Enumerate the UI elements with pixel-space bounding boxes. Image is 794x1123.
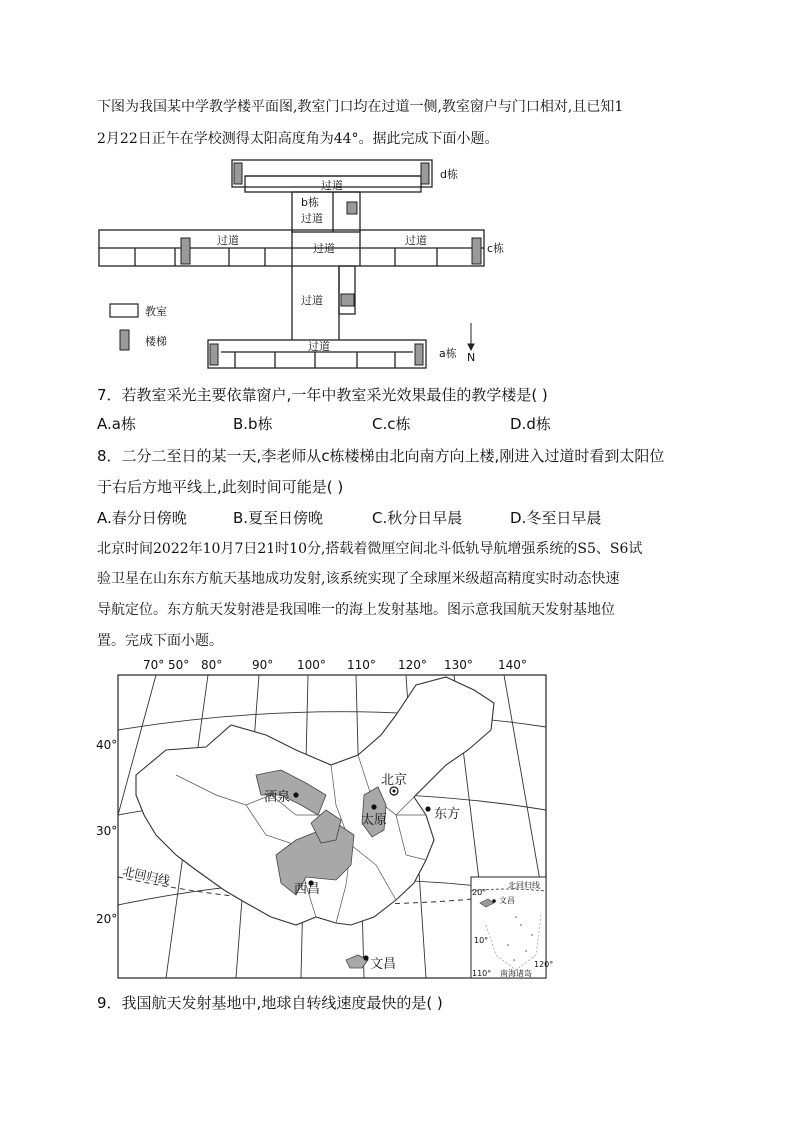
legend-stairs-swatch (120, 330, 129, 350)
stairs-b (347, 202, 357, 214)
q7-option-d[interactable]: D.d栋 (510, 415, 551, 433)
q7-option-a[interactable]: A.a栋 (97, 415, 136, 433)
legend-stairs-label: 楼梯 (145, 335, 167, 348)
label-corridor-b: 过道 (301, 212, 323, 225)
q8-option-d[interactable]: D.冬至日早晨 (510, 509, 602, 527)
q8-stem-line1: 8．二分二至日的某一天,李老师从c栋楼梯由北向南方向上楼,刚进入过道时看到太阳位 (97, 447, 665, 465)
stairs-a-left (210, 344, 218, 365)
site-wenchang-marker (363, 955, 368, 960)
label-corridor-right: 过道 (405, 234, 427, 247)
q9-stem: 9．我国航天发射基地中,地球自转线速度最快的是( ) (97, 994, 443, 1012)
label-corridor-a: 过道 (308, 340, 330, 353)
intro2-line4: 置。完成下面小题。 (97, 633, 223, 649)
label-b-building: b栋 (301, 196, 319, 209)
intro1-line1: 下图为我国某中学教学楼平面图,教室门口均在过道一侧,教室窗户与门口相对,且已知1 (97, 99, 624, 115)
lon-label-90: 90° (252, 658, 274, 672)
lon-label-50: 50° (168, 658, 190, 672)
site-dongfang-marker (425, 806, 430, 811)
south-china-sea-inset (471, 877, 553, 978)
stairs-d-left (234, 163, 242, 184)
inset-wenchang: 文昌 (499, 896, 515, 905)
stairs-d-right (421, 163, 429, 184)
label-corridor-top: 过道 (321, 179, 343, 192)
inset-lon120: 120° (534, 960, 554, 969)
stairs-lower (341, 294, 354, 306)
inset-lat20: 20° (472, 888, 487, 897)
label-jiuquan: 酒泉 (264, 790, 291, 805)
lat-label-30: 30° (96, 824, 118, 838)
q8-stem-line2: 于右后方地平线上,此刻时间可能是( ) (97, 478, 344, 496)
intro2-line3: 导航定位。东方航天发射港是我国唯一的海上发射基地。图示意我国航天发射基地位 (97, 602, 615, 618)
q7-option-b[interactable]: B.b栋 (233, 415, 273, 433)
label-d-building: d栋 (440, 168, 458, 181)
label-xichang: 西昌 (294, 882, 321, 897)
classroom-dividers-left (135, 248, 437, 266)
intro2-line1: 北京时间2022年10月7日21时10分,搭载着微厘空间北斗低轨导航增强系统的S5、S6试 (97, 541, 643, 557)
lat-label-20: 20° (96, 912, 118, 926)
stairs-c (472, 238, 481, 264)
intro1-line2: 2月22日正午在学校测得太阳高度角为44°。据此完成下面小题。 (97, 131, 499, 147)
label-wenchang: 文昌 (370, 957, 397, 972)
label-a-building: a栋 (439, 347, 457, 360)
label-corridor-center: 过道 (313, 242, 335, 255)
q8-option-b[interactable]: B.夏至日傍晚 (233, 509, 324, 527)
site-taiyuan-marker (371, 804, 376, 809)
label-dongfang: 东方 (434, 807, 461, 822)
intro2-line2: 验卫星在山东东方航天基地成功发射,该系统实现了全球厘米级超高精度实时动态快速 (97, 571, 620, 587)
legend-classroom-label: 教室 (145, 305, 167, 318)
site-jiuquan-marker (293, 792, 298, 797)
q8-option-a[interactable]: A.春分日傍晚 (97, 509, 187, 527)
north-label: N (467, 351, 476, 364)
inset-lon110: 110° (472, 969, 492, 978)
label-c-building: c栋 (487, 242, 505, 255)
china-map-figure (96, 655, 556, 983)
lon-label-120: 120° (398, 658, 427, 672)
lat-label-40: 40° (96, 738, 118, 752)
lon-label-70: 70° (143, 658, 165, 672)
inset-lat10: 10° (474, 936, 489, 945)
lon-label-100: 100° (297, 658, 326, 672)
label-taiyuan: 太原 (361, 813, 388, 828)
north-arrow-icon (468, 323, 474, 350)
label-beijing: 北京 (381, 773, 408, 788)
lon-label-80: 80° (201, 658, 223, 672)
legend-classroom-swatch (110, 304, 138, 317)
q8-option-c[interactable]: C.秋分日早晨 (372, 509, 463, 527)
stairs-a-right (415, 344, 423, 365)
tropic-label: 北回归线 (121, 864, 172, 888)
inset-tropic: 北回归线 (508, 881, 540, 890)
q7-stem: 7．若教室采光主要依靠窗户,一年中教室采光效果最佳的教学楼是( ) (97, 386, 548, 404)
lon-label-140: 140° (498, 658, 527, 672)
stairs-mid-left (181, 238, 190, 264)
floor-plan-figure (95, 158, 505, 370)
q7-option-c[interactable]: C.c栋 (372, 415, 411, 433)
inset-caption: 南海诸岛 (500, 969, 532, 978)
lon-label-130: 130° (444, 658, 473, 672)
lon-label-110: 110° (347, 658, 376, 672)
label-corridor-left: 过道 (217, 234, 239, 247)
label-corridor-lower: 过道 (301, 294, 323, 307)
